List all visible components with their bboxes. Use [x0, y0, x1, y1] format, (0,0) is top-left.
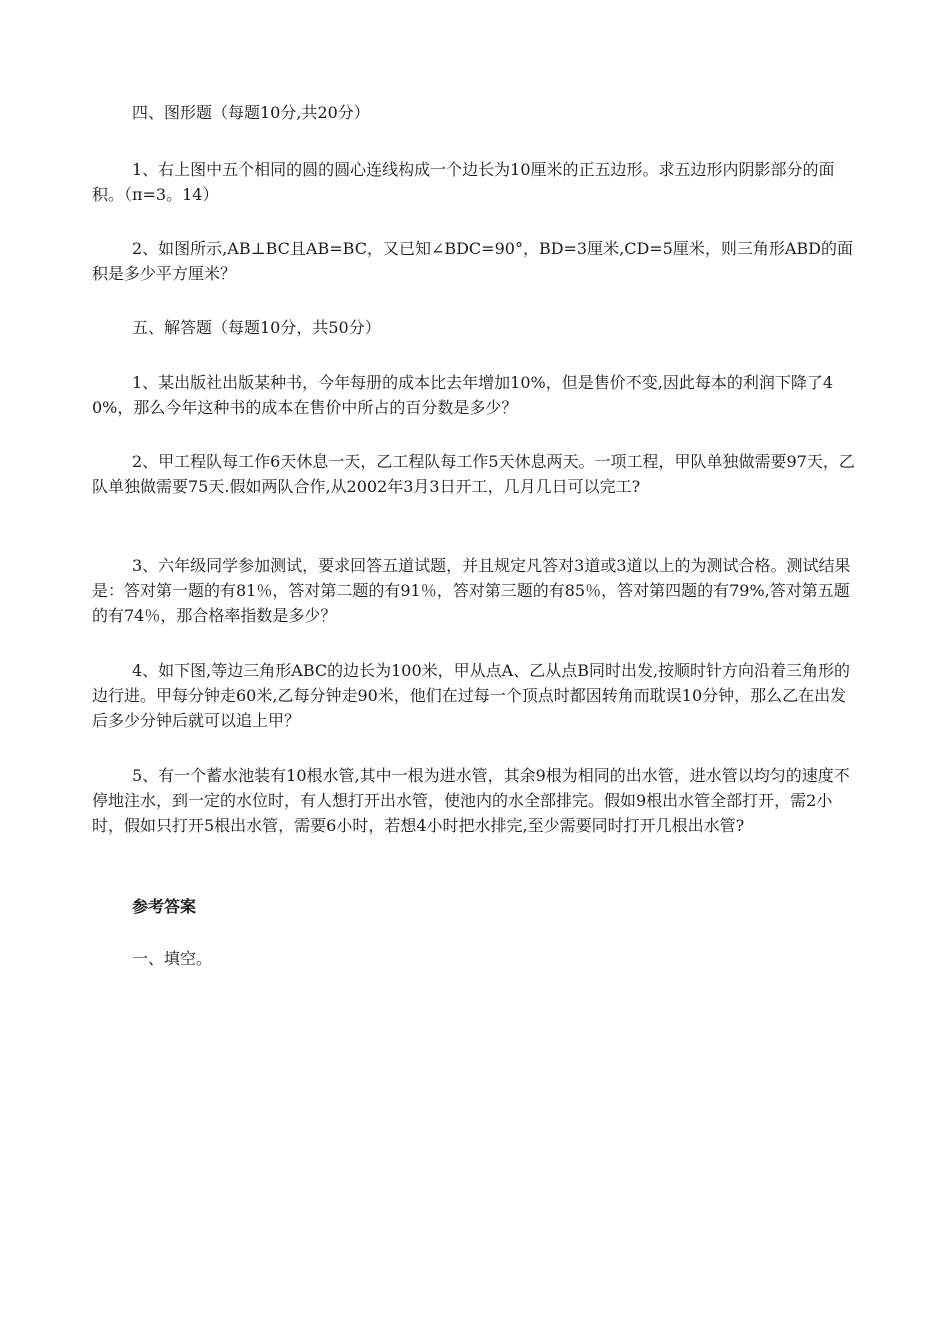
section-heading-solutions: 五、解答题（每题10分，共50分） [132, 318, 381, 337]
answers-subheading-fill-in: 一、填空。 [132, 949, 213, 968]
question-solution-5: 5、有一个蓄水池装有10根水管,其中一根为进水管，其余9根为相同的出水管，进水管以均匀的速度不停地注水，到一定的水位时，有人想打开出水管，使池内的水全部排完。假如9根出水管全部打开，需2小时，假如只打开5根出水管，需要6小时，若想4小时把水排完,至少需要同时打开几根出水管? [92, 766, 850, 835]
question-graphics-1: 1、右上图中五个相同的圆的圆心连线构成一个边长为10厘米的正五边形。求五边形内阴影部分的面积。（π=3。14） [92, 160, 835, 204]
section-heading-graphics: 四、图形题（每题10分,共20分） [132, 103, 370, 122]
question-solution-3: 3、六年级同学参加测试，要求回答五道试题，并且规定凡答对3道或3道以上的为测试合格。测试结果是：答对第一题的有81％，答对第二题的有91％，答对第三题的有85％，答对第四题的有79%,答对第五题的有74％，那合格率指数是多少？ [92, 556, 851, 625]
question-solution-1: 1、某出版社出版某种书，今年每册的成本比去年增加10%，但是售价不变,因此每本的利润下降了40%，那么今年这种书的成本在售价中所占的百分数是多少？ [92, 373, 834, 417]
question-graphics-2: 2、如图所示,AB⊥BC且AB=BC，又已知∠BDC=90°，BD=3厘米,CD=5厘米，则三角形ABD的面积是多少平方厘米？ [92, 239, 853, 283]
question-solution-4: 4、如下图,等边三角形ABC的边长为100米，甲从点A、乙从点B同时出发,按顺时针方向沿着三角形的边行进。甲每分钟走60米,乙每分钟走90米，他们在过每一个顶点时都因转角而耽误10分钟，那么乙在出发后多少分钟后就可以追上甲？ [92, 661, 851, 730]
answers-heading: 参考答案 [132, 897, 197, 916]
question-solution-2: 2、甲工程队每工作6天休息一天，乙工程队每工作5天休息两天。一项工程，甲队单独做需要97天，乙队单独做需要75天.假如两队合作,从2002年3月3日开工，几月几日可以完工? [92, 452, 855, 496]
